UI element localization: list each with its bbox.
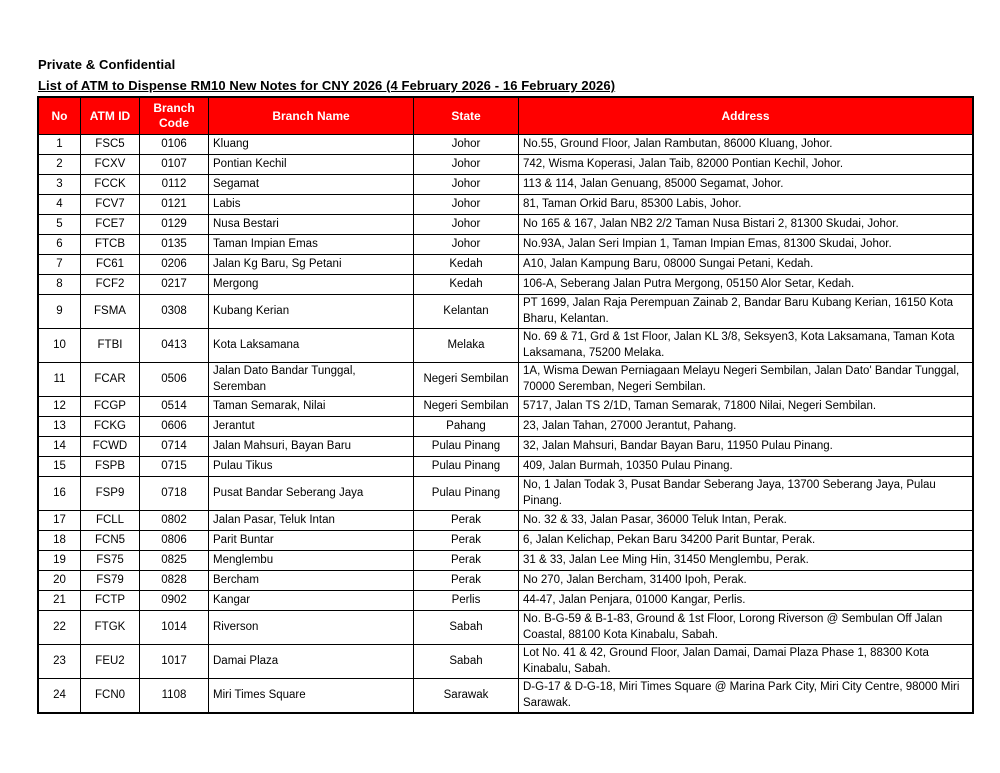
cell-state: Kedah [414,275,519,295]
cell-address: No 270, Jalan Bercham, 31400 Ipoh, Perak. [519,571,974,591]
cell-branch-code: 1014 [140,611,209,645]
cell-branch-code: 0825 [140,551,209,571]
column-header-branch-name: Branch Name [209,97,414,135]
cell-address: A10, Jalan Kampung Baru, 08000 Sungai Petani, Kedah. [519,255,974,275]
cell-atm-id: FCE7 [81,215,140,235]
column-header-atm-id: ATM ID [81,97,140,135]
cell-no: 20 [38,571,81,591]
column-header-state: State [414,97,519,135]
cell-branch-name: Jerantut [209,417,414,437]
cell-address: 113 & 114, Jalan Genuang, 85000 Segamat, Johor. [519,175,974,195]
cell-no: 22 [38,611,81,645]
table-row [38,511,973,531]
cell-branch-code: 0129 [140,215,209,235]
cell-state: Pahang [414,417,519,437]
cell-branch-code: 0217 [140,275,209,295]
atm-table-body [38,135,973,714]
classification-label: Private & Confidential [38,57,176,72]
table-row [38,417,973,437]
cell-branch-name: Pontian Kechil [209,155,414,175]
cell-state: Perak [414,511,519,531]
cell-branch-code: 0802 [140,511,209,531]
cell-state: Perak [414,531,519,551]
cell-branch-name: Jalan Mahsuri, Bayan Baru [209,437,414,457]
cell-address: No 165 & 167, Jalan NB2 2/2 Taman Nusa Bistari 2, 81300 Skudai, Johor. [519,215,974,235]
cell-no: 12 [38,397,81,417]
cell-address: 5717, Jalan TS 2/1D, Taman Semarak, 71800 Nilai, Negeri Sembilan. [519,397,974,417]
table-row [38,155,973,175]
cell-branch-name: Pulau Tikus [209,457,414,477]
cell-atm-id: FCLL [81,511,140,531]
cell-branch-name: Miri Times Square [209,679,414,714]
cell-no: 9 [38,295,81,329]
table-row [38,195,973,215]
cell-no: 14 [38,437,81,457]
cell-branch-name: Jalan Dato Bandar Tunggal, Seremban [209,363,414,397]
atm-list-table [37,96,974,714]
cell-no: 15 [38,457,81,477]
cell-address: 106-A, Seberang Jalan Putra Mergong, 05150 Alor Setar, Kedah. [519,275,974,295]
cell-no: 5 [38,215,81,235]
cell-state: Pulau Pinang [414,437,519,457]
cell-branch-code: 0413 [140,329,209,363]
cell-no: 11 [38,363,81,397]
cell-branch-code: 0828 [140,571,209,591]
cell-address: 23, Jalan Tahan, 27000 Jerantut, Pahang. [519,417,974,437]
cell-state: Johor [414,155,519,175]
cell-branch-name: Taman Impian Emas [209,235,414,255]
cell-state: Pulau Pinang [414,457,519,477]
cell-no: 23 [38,645,81,679]
cell-atm-id: FCGP [81,397,140,417]
cell-branch-name: Taman Semarak, Nilai [209,397,414,417]
cell-address: 409, Jalan Burmah, 10350 Pulau Pinang. [519,457,974,477]
cell-atm-id: FCTP [81,591,140,611]
table-row [38,295,973,329]
cell-state: Kelantan [414,295,519,329]
cell-atm-id: FTGK [81,611,140,645]
cell-branch-name: Kangar [209,591,414,611]
cell-atm-id: FCN0 [81,679,140,714]
table-row [38,477,973,511]
cell-branch-code: 0121 [140,195,209,215]
cell-atm-id: FSC5 [81,135,140,155]
cell-atm-id: FC61 [81,255,140,275]
cell-no: 4 [38,195,81,215]
cell-address: No. 69 & 71, Grd & 1st Floor, Jalan KL 3/8, Seksyen3, Kota Laksamana, Taman Kota Laksamana, 75200 Melaka. [519,329,974,363]
cell-branch-code: 0714 [140,437,209,457]
cell-atm-id: FCWD [81,437,140,457]
cell-branch-name: Mergong [209,275,414,295]
cell-branch-code: 0206 [140,255,209,275]
table-row [38,397,973,417]
table-row [38,645,973,679]
cell-branch-name: Labis [209,195,414,215]
cell-branch-name: Nusa Bestari [209,215,414,235]
cell-atm-id: FSP9 [81,477,140,511]
cell-atm-id: FCXV [81,155,140,175]
table-row [38,363,973,397]
cell-state: Negeri Sembilan [414,363,519,397]
cell-address: 742, Wisma Koperasi, Jalan Taib, 82000 Pontian Kechil, Johor. [519,155,974,175]
cell-address: PT 1699, Jalan Raja Perempuan Zainab 2, Bandar Baru Kubang Kerian, 16150 Kota Bharu, Kelantan. [519,295,974,329]
column-header-branch-code: Branch Code [140,97,209,135]
cell-branch-code: 1108 [140,679,209,714]
table-row [38,275,973,295]
cell-state: Pulau Pinang [414,477,519,511]
cell-no: 1 [38,135,81,155]
cell-address: 6, Jalan Kelichap, Pekan Baru 34200 Parit Buntar, Perak. [519,531,974,551]
cell-address: No. B-G-59 & B-1-83, Ground & 1st Floor, Lorong Riverson @ Sembulan Off Jalan Coastal, 88100 Kota Kinabalu, Sabah. [519,611,974,645]
table-header-row [38,97,973,135]
cell-address: No, 1 Jalan Todak 3, Pusat Bandar Seberang Jaya, 13700 Seberang Jaya, Pulau Pinang. [519,477,974,511]
column-header-no: No [38,97,81,135]
table-row [38,591,973,611]
cell-no: 16 [38,477,81,511]
cell-atm-id: FSMA [81,295,140,329]
cell-state: Perlis [414,591,519,611]
cell-branch-code: 0806 [140,531,209,551]
cell-branch-name: Damai Plaza [209,645,414,679]
cell-no: 17 [38,511,81,531]
cell-state: Melaka [414,329,519,363]
table-row [38,135,973,155]
cell-state: Sarawak [414,679,519,714]
cell-atm-id: FSPB [81,457,140,477]
cell-branch-name: Segamat [209,175,414,195]
cell-branch-code: 0606 [140,417,209,437]
table-row [38,679,973,714]
cell-branch-code: 0718 [140,477,209,511]
cell-branch-name: Jalan Pasar, Teluk Intan [209,511,414,531]
cell-no: 8 [38,275,81,295]
table-row [38,611,973,645]
cell-branch-name: Parit Buntar [209,531,414,551]
cell-branch-code: 0106 [140,135,209,155]
table-row [38,571,973,591]
cell-state: Johor [414,235,519,255]
cell-branch-name: Menglembu [209,551,414,571]
cell-state: Johor [414,195,519,215]
cell-address: No. 32 & 33, Jalan Pasar, 36000 Teluk Intan, Perak. [519,511,974,531]
cell-branch-name: Kota Laksamana [209,329,414,363]
cell-atm-id: FTCB [81,235,140,255]
cell-no: 6 [38,235,81,255]
cell-no: 18 [38,531,81,551]
table-header [38,97,973,135]
cell-address: 32, Jalan Mahsuri, Bandar Bayan Baru, 11950 Pulau Pinang. [519,437,974,457]
cell-atm-id: FS79 [81,571,140,591]
cell-address: 1A, Wisma Dewan Perniagaan Melayu Negeri Sembilan, Jalan Dato' Bandar Tunggal, 70000 Seremban, Negeri Sembilan. [519,363,974,397]
cell-no: 19 [38,551,81,571]
cell-state: Perak [414,551,519,571]
table-row [38,551,973,571]
cell-branch-code: 0715 [140,457,209,477]
cell-atm-id: FCV7 [81,195,140,215]
cell-branch-code: 0135 [140,235,209,255]
table-row [38,437,973,457]
cell-no: 24 [38,679,81,714]
cell-no: 21 [38,591,81,611]
cell-address: No.55, Ground Floor, Jalan Rambutan, 86000 Kluang, Johor. [519,135,974,155]
cell-no: 10 [38,329,81,363]
cell-branch-code: 0112 [140,175,209,195]
column-header-address: Address [519,97,974,135]
cell-branch-code: 0514 [140,397,209,417]
cell-no: 13 [38,417,81,437]
cell-atm-id: FCKG [81,417,140,437]
cell-atm-id: FCCK [81,175,140,195]
table-row [38,255,973,275]
cell-address: 44-47, Jalan Penjara, 01000 Kangar, Perlis. [519,591,974,611]
cell-state: Sabah [414,611,519,645]
table-row [38,457,973,477]
cell-branch-code: 0107 [140,155,209,175]
cell-branch-name: Pusat Bandar Seberang Jaya [209,477,414,511]
table-row [38,329,973,363]
cell-branch-code: 0308 [140,295,209,329]
table-row [38,235,973,255]
cell-branch-name: Kluang [209,135,414,155]
cell-address: No.93A, Jalan Seri Impian 1, Taman Impian Emas, 81300 Skudai, Johor. [519,235,974,255]
table-row [38,531,973,551]
cell-address: 31 & 33, Jalan Lee Ming Hin, 31450 Menglembu, Perak. [519,551,974,571]
cell-atm-id: FEU2 [81,645,140,679]
cell-state: Sabah [414,645,519,679]
cell-state: Kedah [414,255,519,275]
cell-branch-code: 1017 [140,645,209,679]
cell-state: Perak [414,571,519,591]
cell-no: 2 [38,155,81,175]
cell-branch-name: Riverson [209,611,414,645]
table-row [38,175,973,195]
cell-no: 3 [38,175,81,195]
cell-branch-name: Jalan Kg Baru, Sg Petani [209,255,414,275]
cell-state: Johor [414,135,519,155]
cell-state: Negeri Sembilan [414,397,519,417]
cell-atm-id: FCF2 [81,275,140,295]
cell-state: Johor [414,175,519,195]
cell-state: Johor [414,215,519,235]
cell-branch-code: 0506 [140,363,209,397]
cell-branch-name: Bercham [209,571,414,591]
cell-atm-id: FCN5 [81,531,140,551]
cell-atm-id: FTBI [81,329,140,363]
cell-branch-code: 0902 [140,591,209,611]
cell-atm-id: FCAR [81,363,140,397]
table-row [38,215,973,235]
cell-address: D-G-17 & D-G-18, Miri Times Square @ Marina Park City, Miri City Centre, 98000 Miri Sarawak. [519,679,974,714]
page-title: List of ATM to Dispense RM10 New Notes for CNY 2026 (4 February 2026 - 16 February 2026) [38,78,616,93]
cell-address: 81, Taman Orkid Baru, 85300 Labis, Johor. [519,195,974,215]
cell-branch-name: Kubang Kerian [209,295,414,329]
cell-atm-id: FS75 [81,551,140,571]
cell-no: 7 [38,255,81,275]
cell-address: Lot No. 41 & 42, Ground Floor, Jalan Damai, Damai Plaza Phase 1, 88300 Kota Kinabalu, Sabah. [519,645,974,679]
